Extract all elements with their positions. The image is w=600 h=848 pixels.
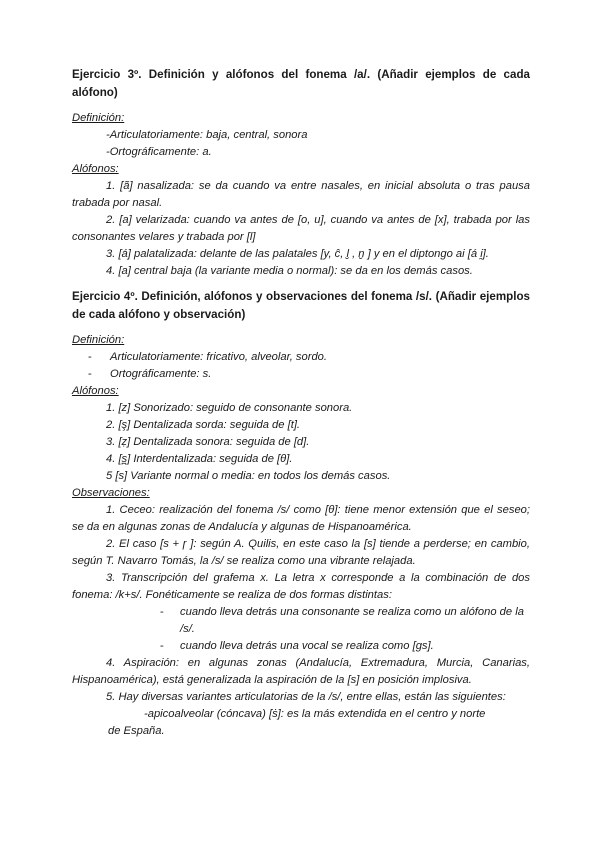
exercise-3-title: Ejercicio 3º. Definición y alófonos del fonema /a/. (Añadir ejemplos de cada alófono) <box>72 68 530 99</box>
exercise-4-title: Ejercicio 4º. Definición, alófonos y observaciones del fonema /s/. (Añadir ejemplos de cada alófono y observación) <box>72 290 530 321</box>
ex3-allophone-item: 4. [a] central baja (la variante media o normal): se da en los demás casos. <box>106 265 473 277</box>
observation-variants: 5. Hay diversas variantes articulatorias de la /s/, entre ellas, están las siguientes: <box>106 691 506 703</box>
ex4-allophone-item: 1. [z] Sonorizado: seguido de consonante sonora. <box>106 402 353 414</box>
observation-ceceo: 1. Ceceo: realización del fonema /s/ como [θ]: tiene menor extensión que el seseo; se da en algunas zonas de Andalucía y algunas de Hispanoamérica. <box>72 504 530 533</box>
observation-x-subitem <box>72 604 530 638</box>
ex4-definition-item <box>72 366 530 383</box>
ex3-allophone-item: 2. [a] velarizada: cuando va antes de [o, u], cuando va antes de [x], trabada por las consonantes velares y trabada por [l] <box>72 214 530 243</box>
ex4-observations-label: Observaciones: <box>72 487 150 499</box>
observation-x-subitem-text: cuando lleva detrás una consonante se realiza como un alófono de la /s/. <box>180 606 524 635</box>
ex3-definition-label: Definición: <box>72 112 125 124</box>
dash-bullet: - <box>88 368 92 380</box>
ex4-allophone-item: 5 [s] Variante normal o media: en todos los demás casos. <box>106 470 391 482</box>
observation-variant-apicoalveolar: -apicoalveolar (cóncava) [ṡ]: es la más extendida en el centro y norte <box>144 708 486 720</box>
dash-bullet: - <box>160 640 164 652</box>
ex4-definition-text: Ortográficamente: s. <box>110 368 212 380</box>
dash-bullet: - <box>160 606 164 618</box>
observation-aspiration: 4. Aspiración: en algunas zonas (Andalucía, Extremadura, Murcia, Canarias, Hispanoamérica), está generalizada la aspiración de la [s] en posición implosiva. <box>72 657 530 686</box>
dash-bullet: - <box>88 351 92 363</box>
ex4-allophone-item: 3. [ẓ] Dentalizada sonora: seguida de [d]. <box>106 436 310 448</box>
ex4-definition-label: Definición: <box>72 334 125 346</box>
observation-x-subitem-text: cuando lleva detrás una vocal se realiza como [ɡs]. <box>180 640 434 652</box>
ex4-allophone-item: 2. [ş] Dentalizada sorda: seguida de [t]. <box>106 419 301 431</box>
ex3-definition-line: -Articulatoriamente: baja, central, sonora <box>106 129 308 141</box>
ex4-allophone-item: 4. [s̪] Interdentalizada: seguida de [θ]. <box>106 453 293 465</box>
ex3-allophones-label: Alófonos: <box>72 163 119 175</box>
observation-variant-continuation: de España. <box>108 725 165 737</box>
ex4-definition-item <box>72 349 530 366</box>
document-body <box>72 66 530 740</box>
observation-x-subitem <box>72 638 530 655</box>
ex4-definition-text: Articulatoriamente: fricativo, alveolar, sordo. <box>110 351 328 363</box>
ex4-allophones-label: Alófonos: <box>72 385 119 397</box>
ex3-definition-line: -Ortográficamente: a. <box>106 146 212 158</box>
observation-s-r: 2. El caso [s + ɼ ]: según A. Quilis, en este caso la [s] tiende a perderse; en cambio, según T. Navarro Tomás, la /s/ se realiza como una vibrante relajada. <box>72 538 530 567</box>
ex3-allophone-item: 1. [ã] nasalizada: se da cuando va entre nasales, en inicial absoluta o tras pausa trabada por nasal. <box>72 180 530 209</box>
ex3-allophone-item: 3. [á] palatalizada: delante de las palatales [y, ĉ, l̮ , n̮ ] y en el diptongo ai [á i̯]. <box>106 248 489 260</box>
observation-grapheme-x: 3. Transcripción del grafema x. La letra x corresponde a la combinación de dos fonema: /k+s/. Fonéticamente se realiza de dos formas distintas: <box>72 572 530 601</box>
